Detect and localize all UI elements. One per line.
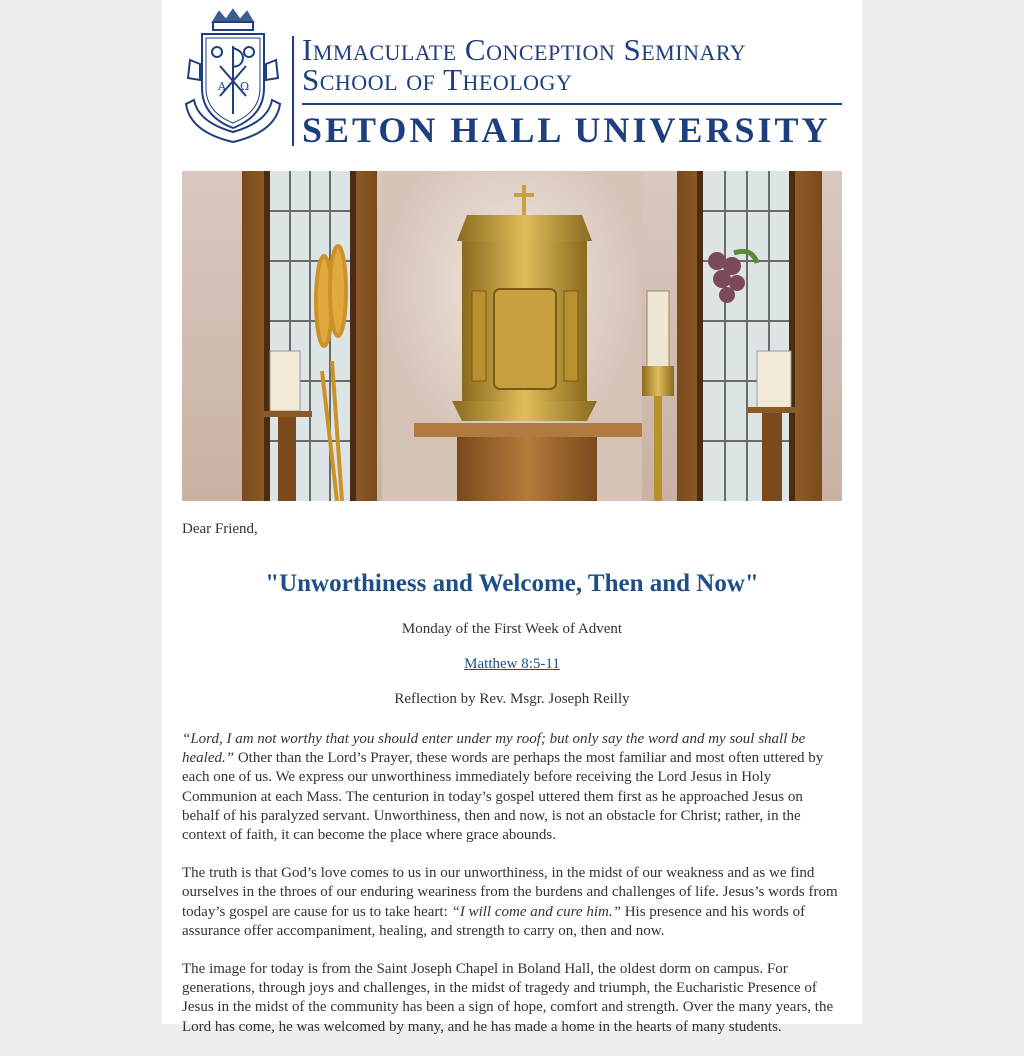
crest-icon: [182, 8, 284, 148]
seminary-name: Immaculate Conception Seminary: [302, 32, 747, 67]
paragraph-text: The truth is that God’s love comes to us in our unworthiness, in the midst of our weakness and as we find ourselves in the throes of our enduring weariness from the burdens and challenges of life. Jesus’s words from today’s gospel are cause for us to take heart:: [182, 865, 838, 920]
paragraph-text: His presence and his words of assurance offer accompaniment, healing, and strength to carry on, then and now.: [182, 903, 806, 939]
scripture-link[interactable]: Matthew 8:5-11: [464, 656, 560, 672]
email-body: [162, 0, 862, 1035]
seminary-header: [182, 8, 842, 148]
university-name: SETON HALL UNIVERSITY: [302, 110, 831, 150]
paragraph: [182, 864, 842, 941]
liturgical-day: Monday of the First Week of Advent: [401, 621, 623, 637]
paragraph-quote: “I will come and cure him.”: [451, 903, 621, 920]
header-rule: [302, 103, 842, 105]
paragraph: [182, 730, 842, 845]
svg-text:Ω: Ω: [240, 80, 250, 93]
chapel-tabernacle-photo: [182, 171, 842, 501]
paragraph-quote: “Lord, I am not worthy that you should enter under my roof; but only say the word and my soul shall be healed.”: [182, 731, 806, 767]
reflection-title: "Unworthiness and Welcome, Then and Now": [265, 570, 759, 597]
header-divider: [292, 36, 294, 146]
paragraph-text: Other than the Lord’s Prayer, these words are perhaps the most familiar and most often uttered by each one of us. We express our unworthiness immediately before receiving the Lord Jesus in Holy Communion at each Mass. The centurion in today’s gospel uttered them first as he approached Jesus on behalf of his paralyzed servant. Unworthiness, then and now, is not an obstacle for Christ; rather, in the context of faith, it can become the place where grace abounds.: [182, 750, 824, 844]
paragraph: [182, 960, 842, 1037]
reflection-body: [182, 730, 842, 1056]
svg-text:A: A: [218, 80, 226, 93]
reflection-author: Reflection by Rev. Msgr. Joseph Reilly: [394, 691, 630, 707]
school-name: School of Theology: [302, 62, 573, 97]
salutation: Dear Friend,: [182, 521, 258, 537]
paragraph-text: The image for today is from the Saint Joseph Chapel in Boland Hall, the oldest dorm on campus. For generations, through joys and challenges, in the midst of tragedy and triumph, the Eucharistic Presence of Jesus in the midst of the community has been a sign of hope, comfort and strength. Over the many years, the Lord has come, he was welcomed by many, and he has made a home in the hearts of many students.: [182, 961, 834, 1035]
